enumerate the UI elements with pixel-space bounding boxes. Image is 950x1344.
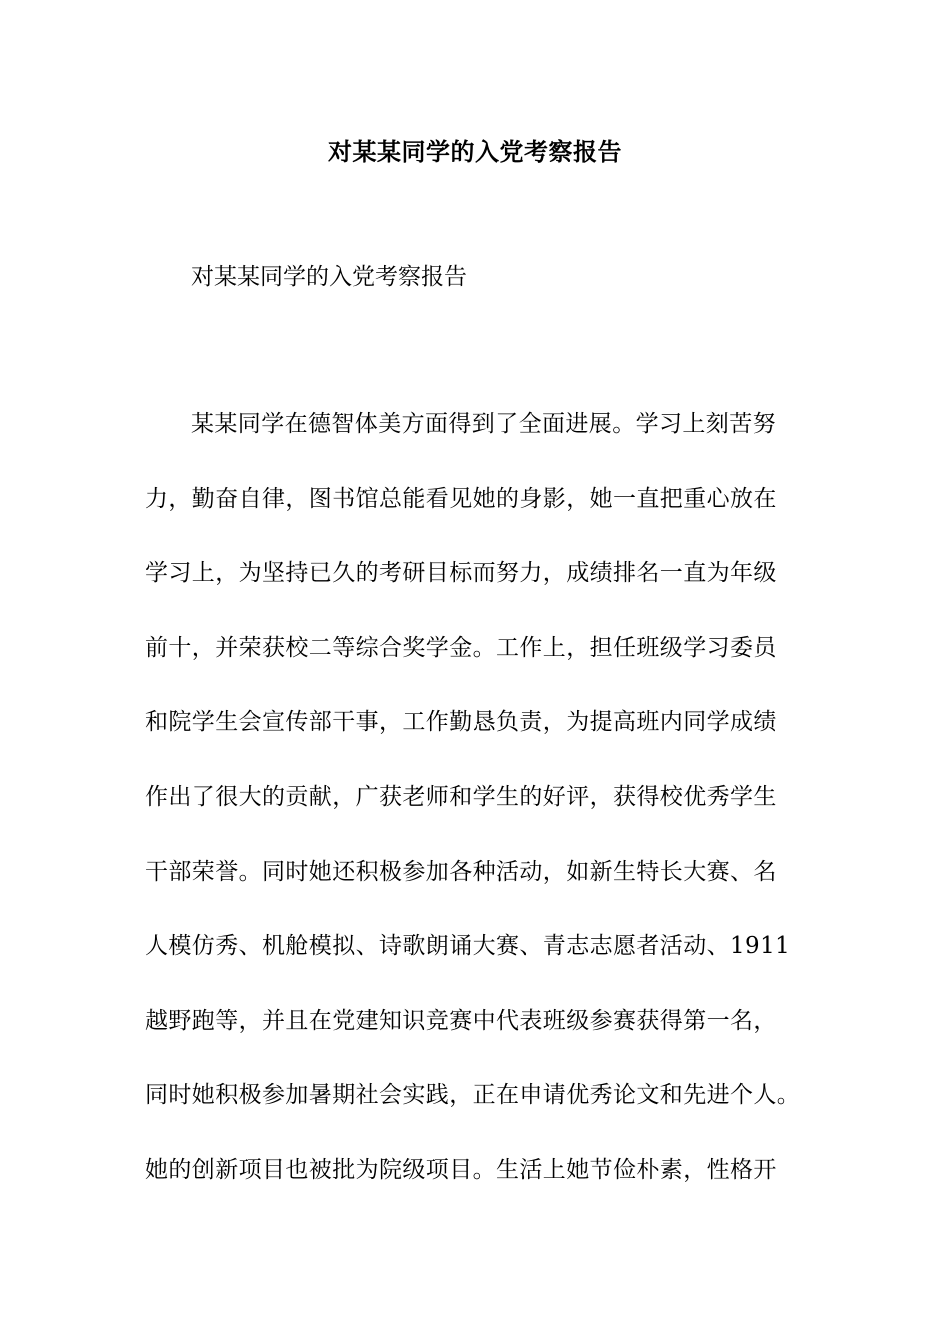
body-line: 她的创新项目也被批为院级项目。生活上她节俭朴素，性格开 (145, 1156, 777, 1183)
document-subtitle: 对某某同学的入党考察报告 (191, 264, 467, 290)
body-line: 作出了很大的贡献，广获老师和学生的好评，获得校优秀学生 (145, 783, 777, 810)
body-line: 干部荣誉。同时她还积极参加各种活动，如新生特长大赛、名 (145, 858, 777, 885)
body-line: 和院学生会宣传部干事，工作勤恳负责，为提高班内同学成绩 (145, 709, 777, 736)
document-title: 对某某同学的入党考察报告 (328, 137, 622, 166)
body-line: 学习上，为坚持已久的考研目标而努力，成绩排名一直为年级 (145, 560, 777, 587)
body-line: 越野跑等，并且在党建知识竞赛中代表班级参赛获得第一名， (145, 1007, 777, 1034)
body-line: 人模仿秀、机舱模拟、诗歌朗诵大赛、青志志愿者活动、1911 (145, 933, 791, 960)
body-paragraph (145, 406, 835, 1227)
body-line: 同时她积极参加暑期社会实践，正在申请优秀论文和先进个人。 (145, 1082, 801, 1109)
body-line: 前十，并荣获校二等综合奖学金。工作上，担任班级学习委员 (145, 634, 777, 661)
body-line: 某某同学在德智体美方面得到了全面进展。学习上刻苦努 (191, 411, 776, 437)
body-line: 力，勤奋自律，图书馆总能看见她的身影，她一直把重心放在 (145, 485, 777, 512)
